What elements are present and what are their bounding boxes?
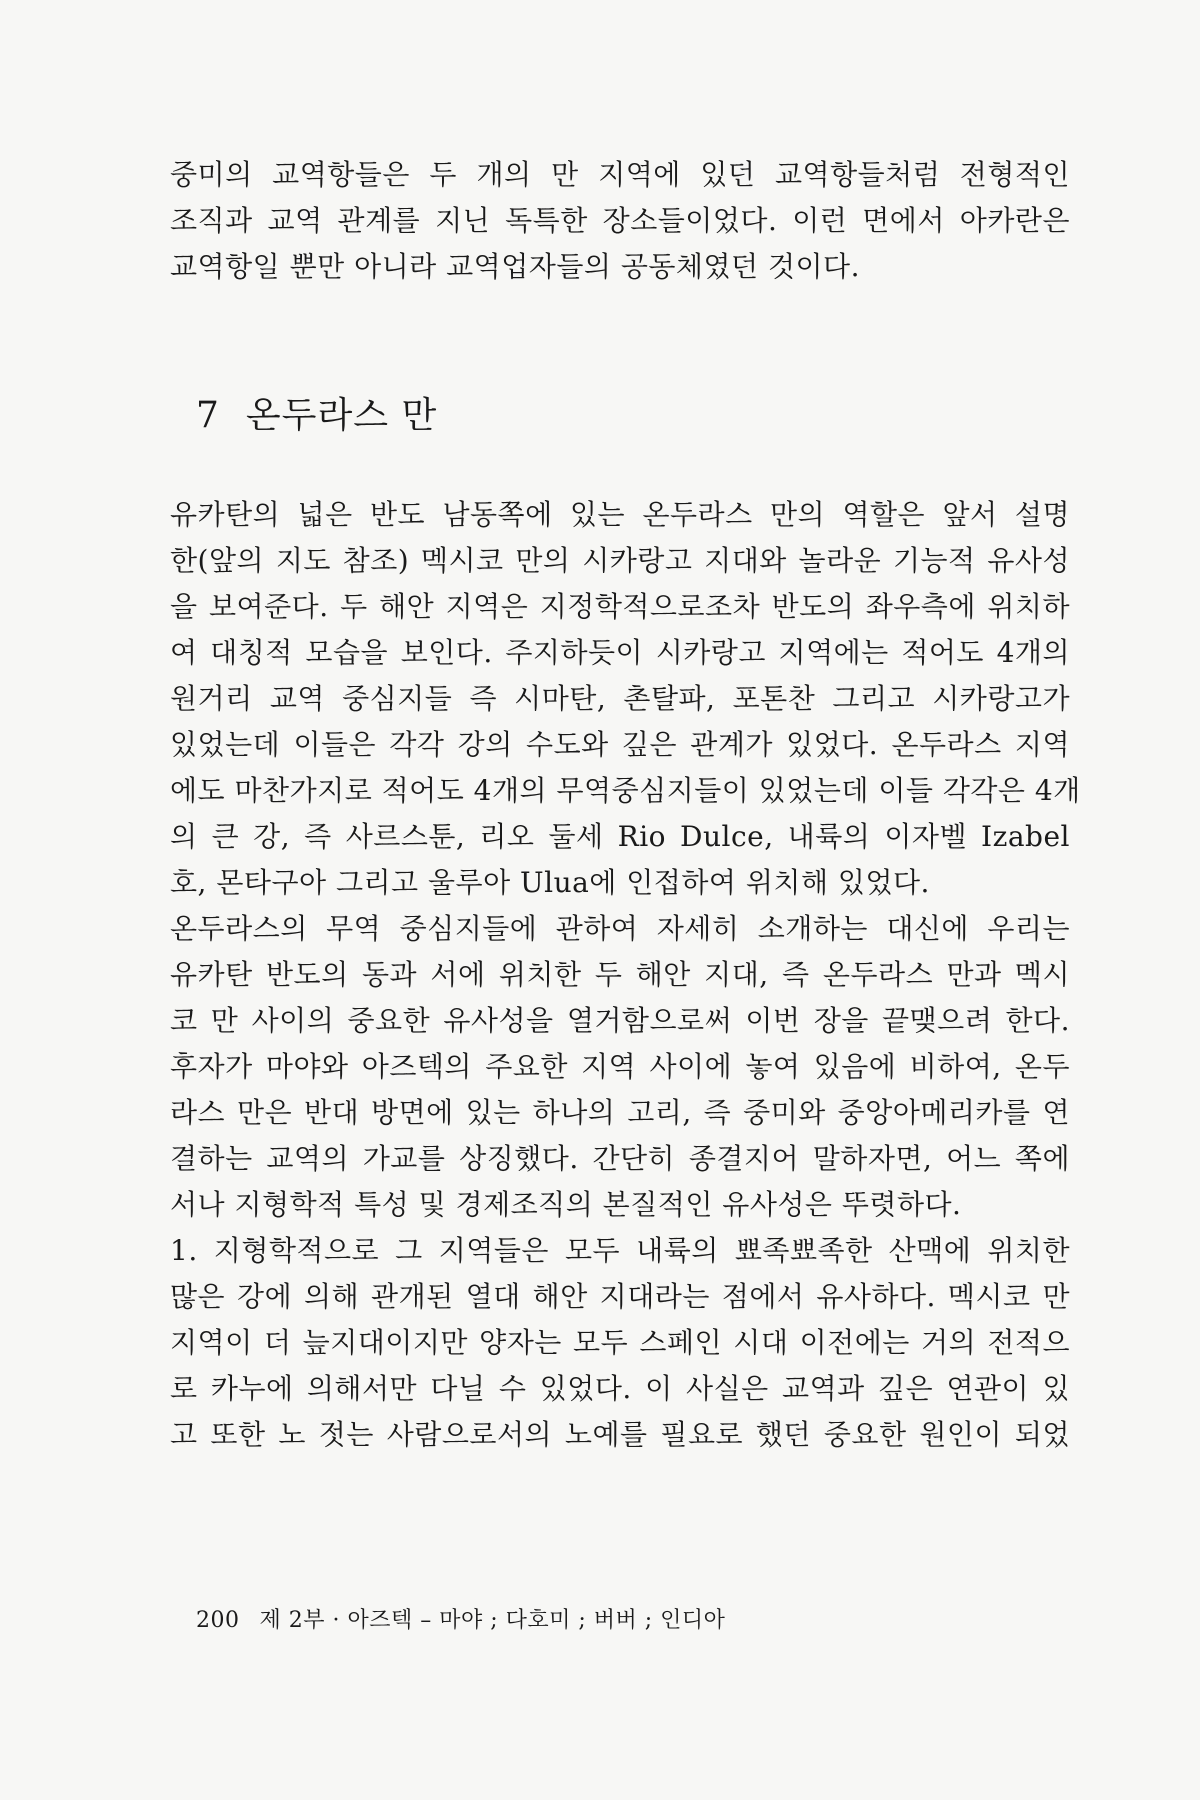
text-line: 의 큰 강, 즉 사르스툰, 리오 둘세 Rio Dulce, 내륙의 이자벨 Izabel	[170, 820, 1070, 853]
text-line: 1. 지형학적으로 그 지역들은 모두 내륙의 뾰족뾰족한 산맥에 위치한	[170, 1234, 1070, 1267]
text-line: 에도 마찬가지로 적어도 4개의 무역중심지들이 있었는데 이들 각각은 4개	[170, 774, 1081, 807]
running-title: 제 2부 · 아즈텍 – 마야 ; 다호미 ; 버버 ; 인디아	[259, 1608, 726, 1633]
section-heading	[196, 392, 437, 440]
text-line: 조직과 교역 관계를 지닌 독특한 장소들이었다. 이런 면에서 아카란은	[170, 204, 1070, 237]
text-line: 후자가 마야와 아즈텍의 주요한 지역 사이에 놓여 있음에 비하여, 온두	[170, 1050, 1070, 1083]
text-line: 유카탄 반도의 동과 서에 위치한 두 해안 지대, 즉 온두라스 만과 멕시	[170, 958, 1070, 991]
text-line: 호, 몬타구아 그리고 울루아 Ulua에 인접하여 위치해 있었다.	[170, 866, 930, 899]
text-line: 많은 강에 의해 관개된 열대 해안 지대라는 점에서 유사하다. 멕시코 만	[170, 1280, 1070, 1313]
text-line: 여 대칭적 모습을 보인다. 주지하듯이 시카랑고 지역에는 적어도 4개의	[170, 636, 1070, 669]
intro-paragraph	[170, 152, 1070, 290]
text-line: 지역이 더 늪지대이지만 양자는 모두 스페인 시대 이전에는 거의 전적으	[170, 1326, 1070, 1359]
page-footer	[196, 1606, 725, 1636]
text-line: 온두라스의 무역 중심지들에 관하여 자세히 소개하는 대신에 우리는	[170, 912, 1070, 945]
section-number: 7	[196, 395, 220, 436]
text-line: 결하는 교역의 가교를 상징했다. 간단히 종결지어 말하자면, 어느 쪽에	[170, 1142, 1070, 1175]
text-line: 서나 지형학적 특성 및 경제조직의 본질적인 유사성은 뚜렷하다.	[170, 1188, 962, 1221]
text-line: 로 카누에 의해서만 다닐 수 있었다. 이 사실은 교역과 깊은 연관이 있	[170, 1372, 1070, 1405]
text-line: 있었는데 이들은 각각 강의 수도와 깊은 관계가 있었다. 온두라스 지역	[170, 728, 1070, 761]
text-line: 교역항일 뿐만 아니라 교역업자들의 공동체였던 것이다.	[170, 250, 861, 283]
section-title: 온두라스 만	[245, 395, 438, 436]
body-text	[170, 492, 1081, 1458]
text-line: 코 만 사이의 중요한 유사성을 열거함으로써 이번 장을 끝맺으려 한다.	[170, 1004, 1070, 1037]
page-number: 200	[196, 1608, 240, 1633]
text-line: 을 보여준다. 두 해안 지역은 지정학적으로조차 반도의 좌우측에 위치하	[170, 590, 1070, 623]
text-line: 라스 만은 반대 방면에 있는 하나의 고리, 즉 중미와 중앙아메리카를 연	[170, 1096, 1070, 1129]
text-line: 원거리 교역 중심지들 즉 시마탄, 촌탈파, 포톤찬 그리고 시카랑고가	[170, 682, 1070, 715]
text-line: 중미의 교역항들은 두 개의 만 지역에 있던 교역항들처럼 전형적인	[170, 158, 1070, 191]
text-line: 한(앞의 지도 참조) 멕시코 만의 시카랑고 지대와 놀라운 기능적 유사성	[170, 544, 1070, 577]
text-line: 고 또한 노 젓는 사람으로서의 노예를 필요로 했던 중요한 원인이 되었	[170, 1418, 1070, 1451]
text-line: 유카탄의 넓은 반도 남동쪽에 있는 온두라스 만의 역할은 앞서 설명	[170, 498, 1070, 531]
